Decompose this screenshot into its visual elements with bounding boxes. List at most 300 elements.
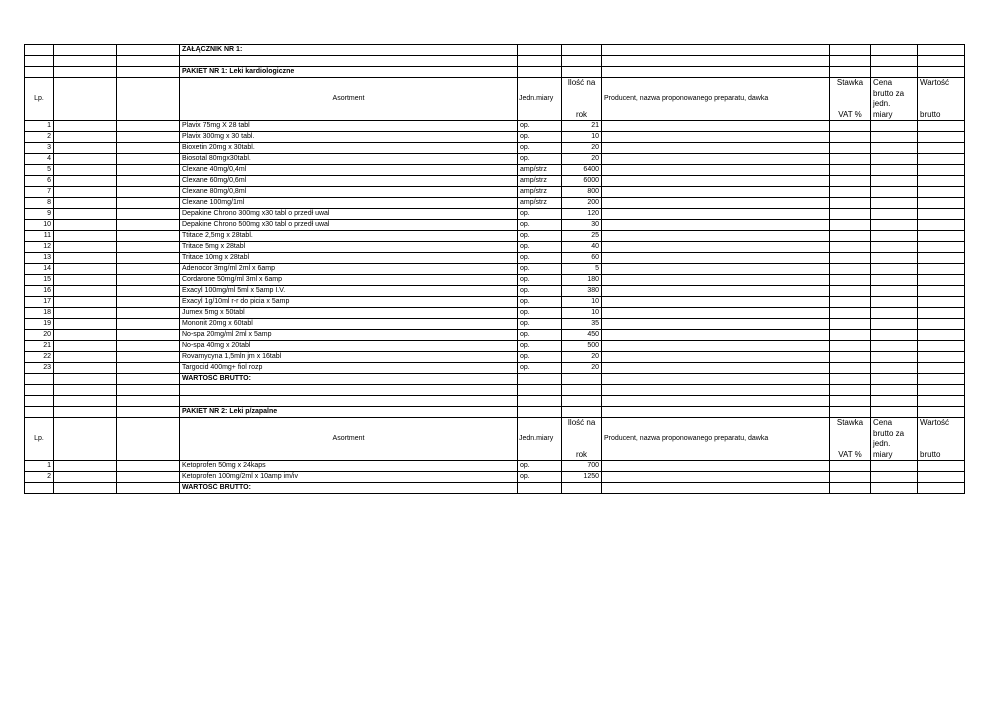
item-quantity: 30: [562, 220, 602, 231]
empty-cell: [117, 253, 180, 264]
blank-row: [25, 385, 965, 396]
item-unit: op.: [518, 264, 562, 275]
empty-cell: [518, 56, 562, 67]
item-quantity: 6000: [562, 176, 602, 187]
item-vat-input: [830, 363, 871, 374]
empty-cell: [54, 209, 117, 220]
item-value-input: [918, 165, 965, 176]
empty-cell: [54, 253, 117, 264]
empty-cell: [562, 67, 602, 78]
item-lp: 11: [25, 231, 54, 242]
item-vat-input: [830, 154, 871, 165]
table-row: [25, 319, 965, 330]
header-price-line4: miary: [873, 109, 893, 119]
item-value-input: [918, 253, 965, 264]
column-header-row: [25, 78, 965, 121]
empty-cell: [830, 483, 871, 494]
empty-cell: [117, 220, 180, 231]
item-unit: op.: [518, 209, 562, 220]
empty-cell: [830, 67, 871, 78]
table-row: [25, 330, 965, 341]
empty-cell: [117, 187, 180, 198]
header-vat: [830, 418, 871, 461]
item-value-input: [918, 154, 965, 165]
item-vat-input: [830, 121, 871, 132]
item-producer-input: [602, 143, 830, 154]
empty-cell: [117, 363, 180, 374]
item-unit: op.: [518, 286, 562, 297]
item-name: Clexane 60mg/0,6ml: [180, 176, 518, 187]
table-row: [25, 363, 965, 374]
header-value: [918, 78, 965, 121]
empty-cell: [54, 176, 117, 187]
empty-cell: [117, 396, 180, 407]
item-lp: 8: [25, 198, 54, 209]
item-name: Tritace 5mg x 28tabl: [180, 242, 518, 253]
item-value-input: [918, 319, 965, 330]
empty-cell: [117, 483, 180, 494]
item-price-input: [871, 297, 918, 308]
empty-cell: [25, 385, 54, 396]
header-vat-bottom: VAT %: [838, 110, 862, 119]
item-unit: op.: [518, 363, 562, 374]
empty-cell: [117, 418, 180, 461]
item-quantity: 20: [562, 352, 602, 363]
item-producer-input: [602, 231, 830, 242]
item-vat-input: [830, 198, 871, 209]
empty-cell: [871, 385, 918, 396]
header-price-line1: Cena: [873, 78, 893, 87]
empty-cell: [871, 396, 918, 407]
package-title-row: [25, 67, 965, 78]
empty-cell: [117, 242, 180, 253]
table-row: [25, 165, 965, 176]
item-producer-input: [602, 286, 830, 297]
empty-cell: [54, 45, 117, 56]
empty-cell: [871, 483, 918, 494]
item-unit: op.: [518, 330, 562, 341]
empty-cell: [25, 407, 54, 418]
item-quantity: 10: [562, 132, 602, 143]
header-price: [871, 418, 918, 461]
item-producer-input: [602, 198, 830, 209]
item-value-input: [918, 143, 965, 154]
empty-cell: [562, 56, 602, 67]
empty-cell: [918, 385, 965, 396]
header-quantity-top: Ilość na: [567, 418, 596, 427]
item-vat-input: [830, 341, 871, 352]
item-unit: op.: [518, 319, 562, 330]
item-quantity: 180: [562, 275, 602, 286]
table-row: [25, 209, 965, 220]
item-producer-input: [602, 187, 830, 198]
item-quantity: 200: [562, 198, 602, 209]
item-price-input: [871, 472, 918, 483]
item-lp: 22: [25, 352, 54, 363]
empty-cell: [918, 483, 965, 494]
table-row: [25, 286, 965, 297]
empty-cell: [117, 275, 180, 286]
item-name: Ttitace 2,5mg x 28tabl.: [180, 231, 518, 242]
empty-cell: [117, 165, 180, 176]
empty-cell: [830, 45, 871, 56]
table-row: [25, 231, 965, 242]
empty-cell: [54, 286, 117, 297]
empty-cell: [54, 187, 117, 198]
empty-cell: [117, 209, 180, 220]
empty-cell: [562, 396, 602, 407]
blank-row: [25, 396, 965, 407]
empty-cell: [54, 275, 117, 286]
item-price-input: [871, 264, 918, 275]
item-producer-input: [602, 176, 830, 187]
item-lp: 12: [25, 242, 54, 253]
item-quantity: 10: [562, 308, 602, 319]
empty-cell: [54, 220, 117, 231]
table-row: [25, 187, 965, 198]
empty-cell: [117, 461, 180, 472]
item-price-input: [871, 319, 918, 330]
item-lp: 6: [25, 176, 54, 187]
item-unit: op.: [518, 461, 562, 472]
empty-cell: [117, 341, 180, 352]
item-vat-input: [830, 132, 871, 143]
attachment-title: ZAŁĄCZNIK NR 1:: [180, 45, 518, 56]
empty-cell: [518, 374, 562, 385]
header-vat-top: Stawka: [836, 78, 864, 87]
empty-cell: [830, 374, 871, 385]
item-lp: 17: [25, 297, 54, 308]
item-lp: 7: [25, 187, 54, 198]
item-price-input: [871, 352, 918, 363]
table-row: [25, 275, 965, 286]
item-value-input: [918, 176, 965, 187]
empty-cell: [518, 385, 562, 396]
header-lp: Lp.: [25, 78, 54, 121]
header-value: [918, 418, 965, 461]
item-quantity: 5: [562, 264, 602, 275]
empty-cell: [54, 352, 117, 363]
item-value-input: [918, 231, 965, 242]
item-name: Exacyl 1g/10ml r-r do picia x 5amp: [180, 297, 518, 308]
table-row: [25, 341, 965, 352]
empty-cell: [871, 374, 918, 385]
item-name: Adenocor 3mg/ml 2ml x 6amp: [180, 264, 518, 275]
empty-cell: [117, 297, 180, 308]
item-lp: 14: [25, 264, 54, 275]
item-vat-input: [830, 187, 871, 198]
item-value-input: [918, 286, 965, 297]
table-row: [25, 176, 965, 187]
empty-cell: [54, 231, 117, 242]
item-producer-input: [602, 264, 830, 275]
empty-cell: [54, 407, 117, 418]
item-quantity: 25: [562, 231, 602, 242]
item-price-input: [871, 275, 918, 286]
item-vat-input: [830, 220, 871, 231]
item-quantity: 20: [562, 154, 602, 165]
empty-cell: [117, 385, 180, 396]
item-lp: 5: [25, 165, 54, 176]
empty-cell: [602, 385, 830, 396]
item-name: Rovamycyna 1,5mln jm x 16tabl: [180, 352, 518, 363]
package-title: PAKIET NR 2: Leki p/zapalne: [180, 407, 518, 418]
item-value-input: [918, 352, 965, 363]
item-price-input: [871, 198, 918, 209]
empty-cell: [54, 330, 117, 341]
empty-cell: [54, 385, 117, 396]
item-unit: op.: [518, 275, 562, 286]
empty-cell: [562, 407, 602, 418]
item-producer-input: [602, 121, 830, 132]
empty-cell: [871, 407, 918, 418]
item-value-input: [918, 242, 965, 253]
item-price-input: [871, 286, 918, 297]
item-producer-input: [602, 242, 830, 253]
empty-cell: [918, 56, 965, 67]
empty-cell: [54, 396, 117, 407]
item-price-input: [871, 461, 918, 472]
empty-cell: [602, 67, 830, 78]
empty-cell: [54, 363, 117, 374]
item-price-input: [871, 231, 918, 242]
empty-cell: [562, 483, 602, 494]
item-unit: op.: [518, 253, 562, 264]
empty-cell: [180, 385, 518, 396]
header-quantity-bottom: rok: [575, 450, 588, 459]
table-row: [25, 297, 965, 308]
item-lp: 18: [25, 308, 54, 319]
item-value-input: [918, 297, 965, 308]
total-row: [25, 483, 965, 494]
item-quantity: 20: [562, 363, 602, 374]
item-name: Jumex 5mg x 50tabl: [180, 308, 518, 319]
table-row: [25, 308, 965, 319]
table-row: [25, 264, 965, 275]
item-unit: op.: [518, 308, 562, 319]
empty-cell: [25, 483, 54, 494]
item-lp: 2: [25, 472, 54, 483]
item-producer-input: [602, 253, 830, 264]
item-unit: op.: [518, 143, 562, 154]
item-value-input: [918, 187, 965, 198]
header-quantity: [562, 78, 602, 121]
empty-cell: [117, 407, 180, 418]
table-row: [25, 242, 965, 253]
empty-cell: [871, 67, 918, 78]
header-unit: Jedn.miary: [518, 418, 562, 461]
empty-cell: [54, 297, 117, 308]
item-quantity: 35: [562, 319, 602, 330]
header-quantity-bottom: rok: [575, 110, 588, 119]
item-name: Cordarone 50mg/ml 3ml x 6amp: [180, 275, 518, 286]
item-name: Mononit 20mg x 60tabl: [180, 319, 518, 330]
item-vat-input: [830, 472, 871, 483]
empty-cell: [54, 418, 117, 461]
empty-cell: [54, 143, 117, 154]
item-value-input: [918, 275, 965, 286]
item-name: No-spa 20mg/ml 2ml x 5amp: [180, 330, 518, 341]
item-name: Clexane 80mg/0,8ml: [180, 187, 518, 198]
item-value-input: [918, 341, 965, 352]
item-price-input: [871, 121, 918, 132]
item-name: Depakine Chrono 500mg x30 tabl o przedł uwal: [180, 220, 518, 231]
item-vat-input: [830, 297, 871, 308]
empty-cell: [871, 56, 918, 67]
item-name: Biosotal 80mgx30tabl.: [180, 154, 518, 165]
item-vat-input: [830, 242, 871, 253]
item-vat-input: [830, 319, 871, 330]
item-name: Clexane 100mg/1ml: [180, 198, 518, 209]
item-value-input: [918, 198, 965, 209]
header-producer: Producent, nazwa proponowanego preparatu, dawka: [602, 78, 830, 121]
empty-cell: [562, 374, 602, 385]
empty-cell: [54, 121, 117, 132]
item-name: Plavix 75mg X 28 tabl: [180, 121, 518, 132]
empty-cell: [54, 472, 117, 483]
item-price-input: [871, 209, 918, 220]
empty-cell: [830, 385, 871, 396]
item-lp: 10: [25, 220, 54, 231]
item-lp: 21: [25, 341, 54, 352]
column-header-row: [25, 418, 965, 461]
empty-cell: [117, 132, 180, 143]
empty-cell: [117, 330, 180, 341]
item-producer-input: [602, 209, 830, 220]
item-lp: 13: [25, 253, 54, 264]
item-producer-input: [602, 341, 830, 352]
item-price-input: [871, 341, 918, 352]
item-quantity: 700: [562, 461, 602, 472]
item-value-input: [918, 363, 965, 374]
empty-cell: [918, 374, 965, 385]
item-producer-input: [602, 220, 830, 231]
item-unit: op.: [518, 341, 562, 352]
item-price-input: [871, 176, 918, 187]
table-row: [25, 253, 965, 264]
empty-cell: [117, 231, 180, 242]
item-quantity: 20: [562, 143, 602, 154]
empty-cell: [54, 264, 117, 275]
empty-cell: [602, 374, 830, 385]
item-vat-input: [830, 330, 871, 341]
item-producer-input: [602, 461, 830, 472]
empty-cell: [918, 396, 965, 407]
header-asortment: Asortment: [180, 78, 518, 121]
item-lp: 15: [25, 275, 54, 286]
item-lp: 3: [25, 143, 54, 154]
table-row: [25, 121, 965, 132]
empty-cell: [117, 264, 180, 275]
item-name: Bioxetin 20mg x 30tabl.: [180, 143, 518, 154]
item-lp: 9: [25, 209, 54, 220]
empty-cell: [117, 154, 180, 165]
header-quantity: [562, 418, 602, 461]
item-lp: 20: [25, 330, 54, 341]
header-unit: Jedn.miary: [518, 78, 562, 121]
empty-cell: [54, 78, 117, 121]
empty-cell: [54, 56, 117, 67]
empty-cell: [602, 56, 830, 67]
item-producer-input: [602, 352, 830, 363]
item-lp: 23: [25, 363, 54, 374]
empty-cell: [518, 483, 562, 494]
empty-cell: [54, 198, 117, 209]
empty-cell: [117, 198, 180, 209]
empty-cell: [25, 45, 54, 56]
item-unit: op.: [518, 472, 562, 483]
table-row: [25, 352, 965, 363]
empty-cell: [117, 67, 180, 78]
item-lp: 1: [25, 461, 54, 472]
item-unit: op.: [518, 242, 562, 253]
item-unit: op.: [518, 121, 562, 132]
package-title-row: [25, 407, 965, 418]
package-title: PAKIET NR 1: Leki kardiologiczne: [180, 67, 518, 78]
empty-cell: [54, 154, 117, 165]
item-price-input: [871, 330, 918, 341]
item-name: Clexane 40mg/0,4ml: [180, 165, 518, 176]
header-asortment: Asortment: [180, 418, 518, 461]
empty-cell: [117, 319, 180, 330]
empty-cell: [180, 56, 518, 67]
empty-cell: [54, 242, 117, 253]
item-name: Targocid 400mg+ fiol rozp: [180, 363, 518, 374]
table-row: [25, 154, 965, 165]
item-name: Depakine Chrono 300mg x30 tabl o przedł uwal: [180, 209, 518, 220]
item-value-input: [918, 330, 965, 341]
item-quantity: 120: [562, 209, 602, 220]
header-producer: Producent, nazwa proponowanego preparatu, dawka: [602, 418, 830, 461]
item-price-input: [871, 220, 918, 231]
item-quantity: 10: [562, 297, 602, 308]
empty-cell: [871, 45, 918, 56]
item-vat-input: [830, 253, 871, 264]
item-vat-input: [830, 165, 871, 176]
item-quantity: 40: [562, 242, 602, 253]
item-name: Plavix 300mg x 30 tabl.: [180, 132, 518, 143]
header-price-line3: jedn.: [873, 439, 891, 449]
empty-cell: [117, 121, 180, 132]
empty-cell: [117, 308, 180, 319]
header-price-line1: Cena: [873, 418, 893, 427]
empty-cell: [54, 374, 117, 385]
item-unit: amp/strz: [518, 176, 562, 187]
item-price-input: [871, 242, 918, 253]
item-quantity: 21: [562, 121, 602, 132]
header-vat-top: Stawka: [836, 418, 864, 427]
item-unit: amp/strz: [518, 198, 562, 209]
item-price-input: [871, 308, 918, 319]
item-unit: op.: [518, 220, 562, 231]
item-unit: op.: [518, 297, 562, 308]
item-vat-input: [830, 176, 871, 187]
table-row: [25, 461, 965, 472]
empty-cell: [602, 45, 830, 56]
empty-cell: [25, 396, 54, 407]
item-lp: 4: [25, 154, 54, 165]
item-value-input: [918, 264, 965, 275]
empty-cell: [54, 341, 117, 352]
header-price-line2: brutto za: [873, 428, 905, 438]
item-vat-input: [830, 264, 871, 275]
item-vat-input: [830, 352, 871, 363]
item-lp: 16: [25, 286, 54, 297]
item-value-input: [918, 461, 965, 472]
item-producer-input: [602, 308, 830, 319]
header-value-bottom: brutto: [920, 110, 941, 119]
item-name: Ketoprofen 50mg x 24kaps: [180, 461, 518, 472]
